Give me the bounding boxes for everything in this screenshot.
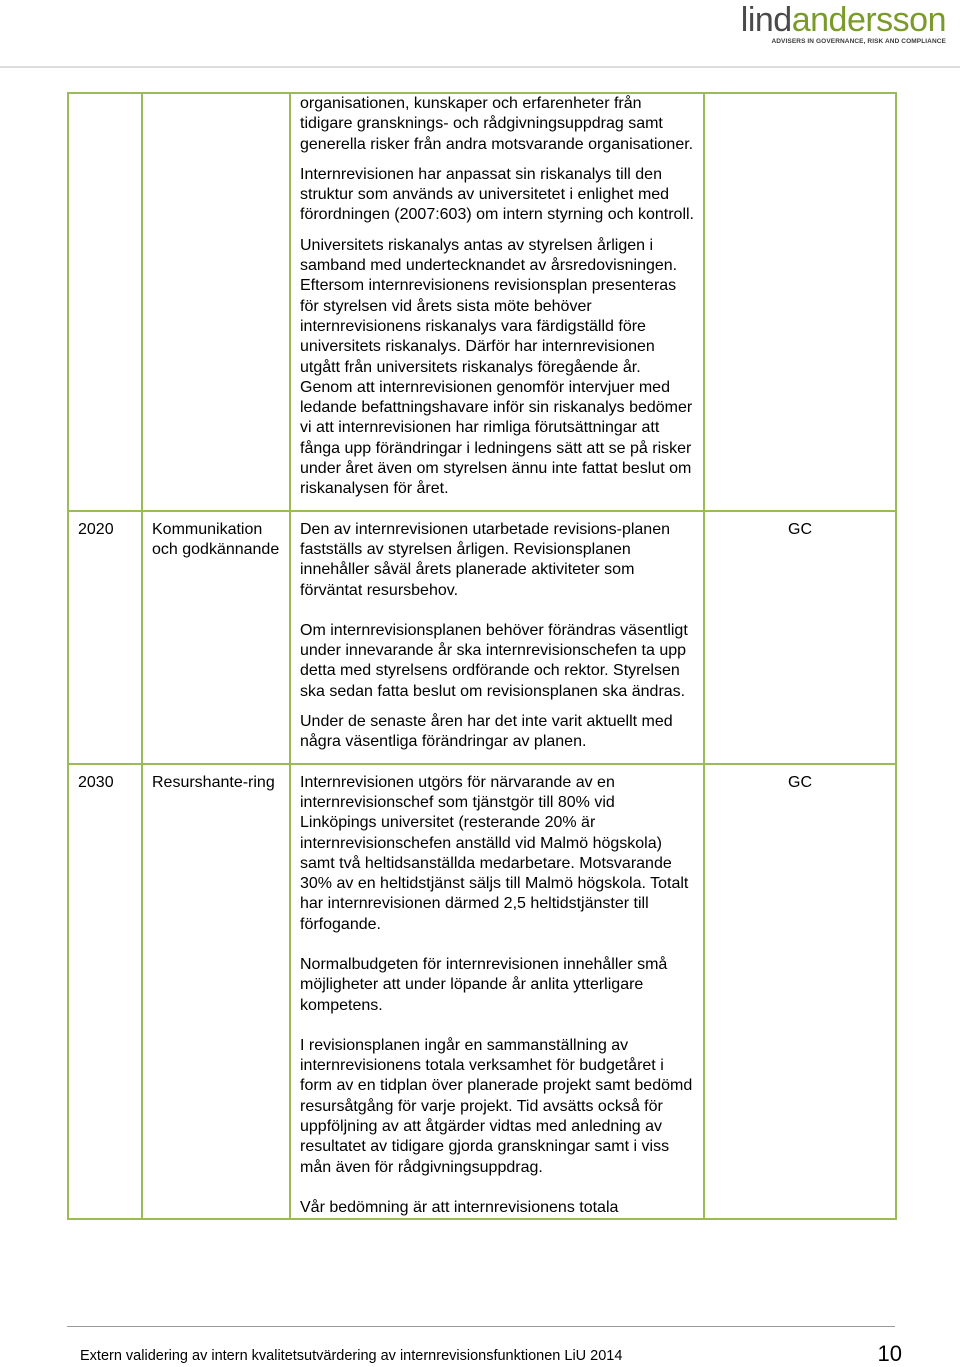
assessment-text-cell [290, 511, 704, 764]
paragraph: Normalbudgeten för internrevisionen innehåller små möjligheter att under löpande år anlita ytterligare kompetens. [300, 955, 668, 1014]
paragraph: Internrevisionen utgörs för närvarande av en internrevisionschef som tjänstgör till 80% vid Linköpings universitet (resterande 20% är internrevisionschefen anställd vid Malmö högskola) samt två heltidsanställda medarbetare. Motsvarande 30% av en heltidstjänst säljs till Malmö högskola. Totalt har internrevisionen därmed 2,5 heltidstjänster till förfogande. [300, 773, 689, 933]
standard-code-cell: 2030 [68, 764, 142, 1220]
rating-cell [704, 93, 896, 511]
header-divider [0, 66, 960, 68]
standard-name-cell [142, 93, 290, 511]
rating-value: GC [788, 773, 812, 791]
paragraph: I revisionsplanen ingår en sammanställning av internrevisionens totala verksamhet för budgetåret i form av en tidplan över planerade projekt samt bedömd resursåtgång för varje projekt. Tid avsätts också för uppföljning av att åtgärder vidtas med anledning av resultatet av tidigare gjorda granskningar samt i viss mån även för rådgivningsuppdrag. [300, 1036, 693, 1176]
assessment-text-cell [290, 764, 704, 1220]
rating-value: GC [788, 520, 812, 538]
footer-divider [67, 1326, 895, 1327]
standard-code-cell: 2020 [68, 511, 142, 764]
rating-cell [704, 764, 896, 1220]
logo-wordmark: lindandersson [740, 1, 946, 39]
assessment-table [67, 92, 897, 1220]
table-row [68, 764, 896, 1220]
standard-name-cell: Resurshante-ring [142, 764, 290, 1220]
footer-title: Extern validering av intern kvalitetsutvärdering av internrevisionsfunktionen LiU 2014 [80, 1348, 623, 1364]
paragraph: Om internrevisionsplanen behöver förändras väsentligt under innevarande år ska internrevisionschefen ta upp detta med styrelsens ordförande och rektor. Styrelsen ska sedan fatta beslut om revisionsplanen ska ändras. [300, 621, 688, 700]
page-number: 10 [877, 1341, 902, 1366]
paragraph: Den av internrevisionen utarbetade revisions-planen fastställs av styrelsen årligen. Revisionsplanen innehåller såväl årets planerade aktiviteter som förväntat resursbehov. [300, 520, 670, 599]
logo-tagline: ADVISERS IN GOVERNANCE, RISK AND COMPLIANCE [771, 38, 946, 45]
company-logo [741, 0, 946, 45]
standard-name-cell: Kommunikation och godkännande [142, 511, 290, 764]
paragraph: Internrevisionen har anpassat sin riskanalys till den struktur som används av universitetet i enlighet med förordningen (2007:603) om intern styrning och kontroll. [300, 165, 694, 224]
standard-code-cell [68, 93, 142, 511]
assessment-text-cell [290, 93, 704, 511]
paragraph: Universitets riskanalys antas av styrelsen årligen i samband med undertecknandet av årsredovisningen. Eftersom internrevisionens revisionsplan presenteras för styrelsen vid årets sista möte behöver internrevisionens riskanalys vara färdigställd före universitets riskanalys. Därför har internrevisionen utgått från universitets riskanalys föregående år. Genom att internrevisionen genomför intervjuer med ledande befattningshavare inför sin riskanalys bedömer vi att internrevisionen har rimliga förutsättningar att fånga upp förändringar i ledningens sätt att se på risker under året även om styrelsen ännu inte fattat beslut om riskanalysen för året. [300, 236, 693, 498]
paragraph: Vår bedömning är att internrevisionens totala [300, 1198, 619, 1216]
paragraph: Under de senaste åren har det inte varit aktuellt med några väsentliga förändringar av planen. [300, 713, 673, 751]
rating-cell [704, 511, 896, 764]
table-row [68, 511, 896, 764]
paragraph: organisationen, kunskaper och erfarenheter från tidigare gransknings- och rådgivningsuppdrag samt generella risker från andra motsvarande organisationer. [300, 95, 694, 153]
table-row [68, 93, 896, 511]
